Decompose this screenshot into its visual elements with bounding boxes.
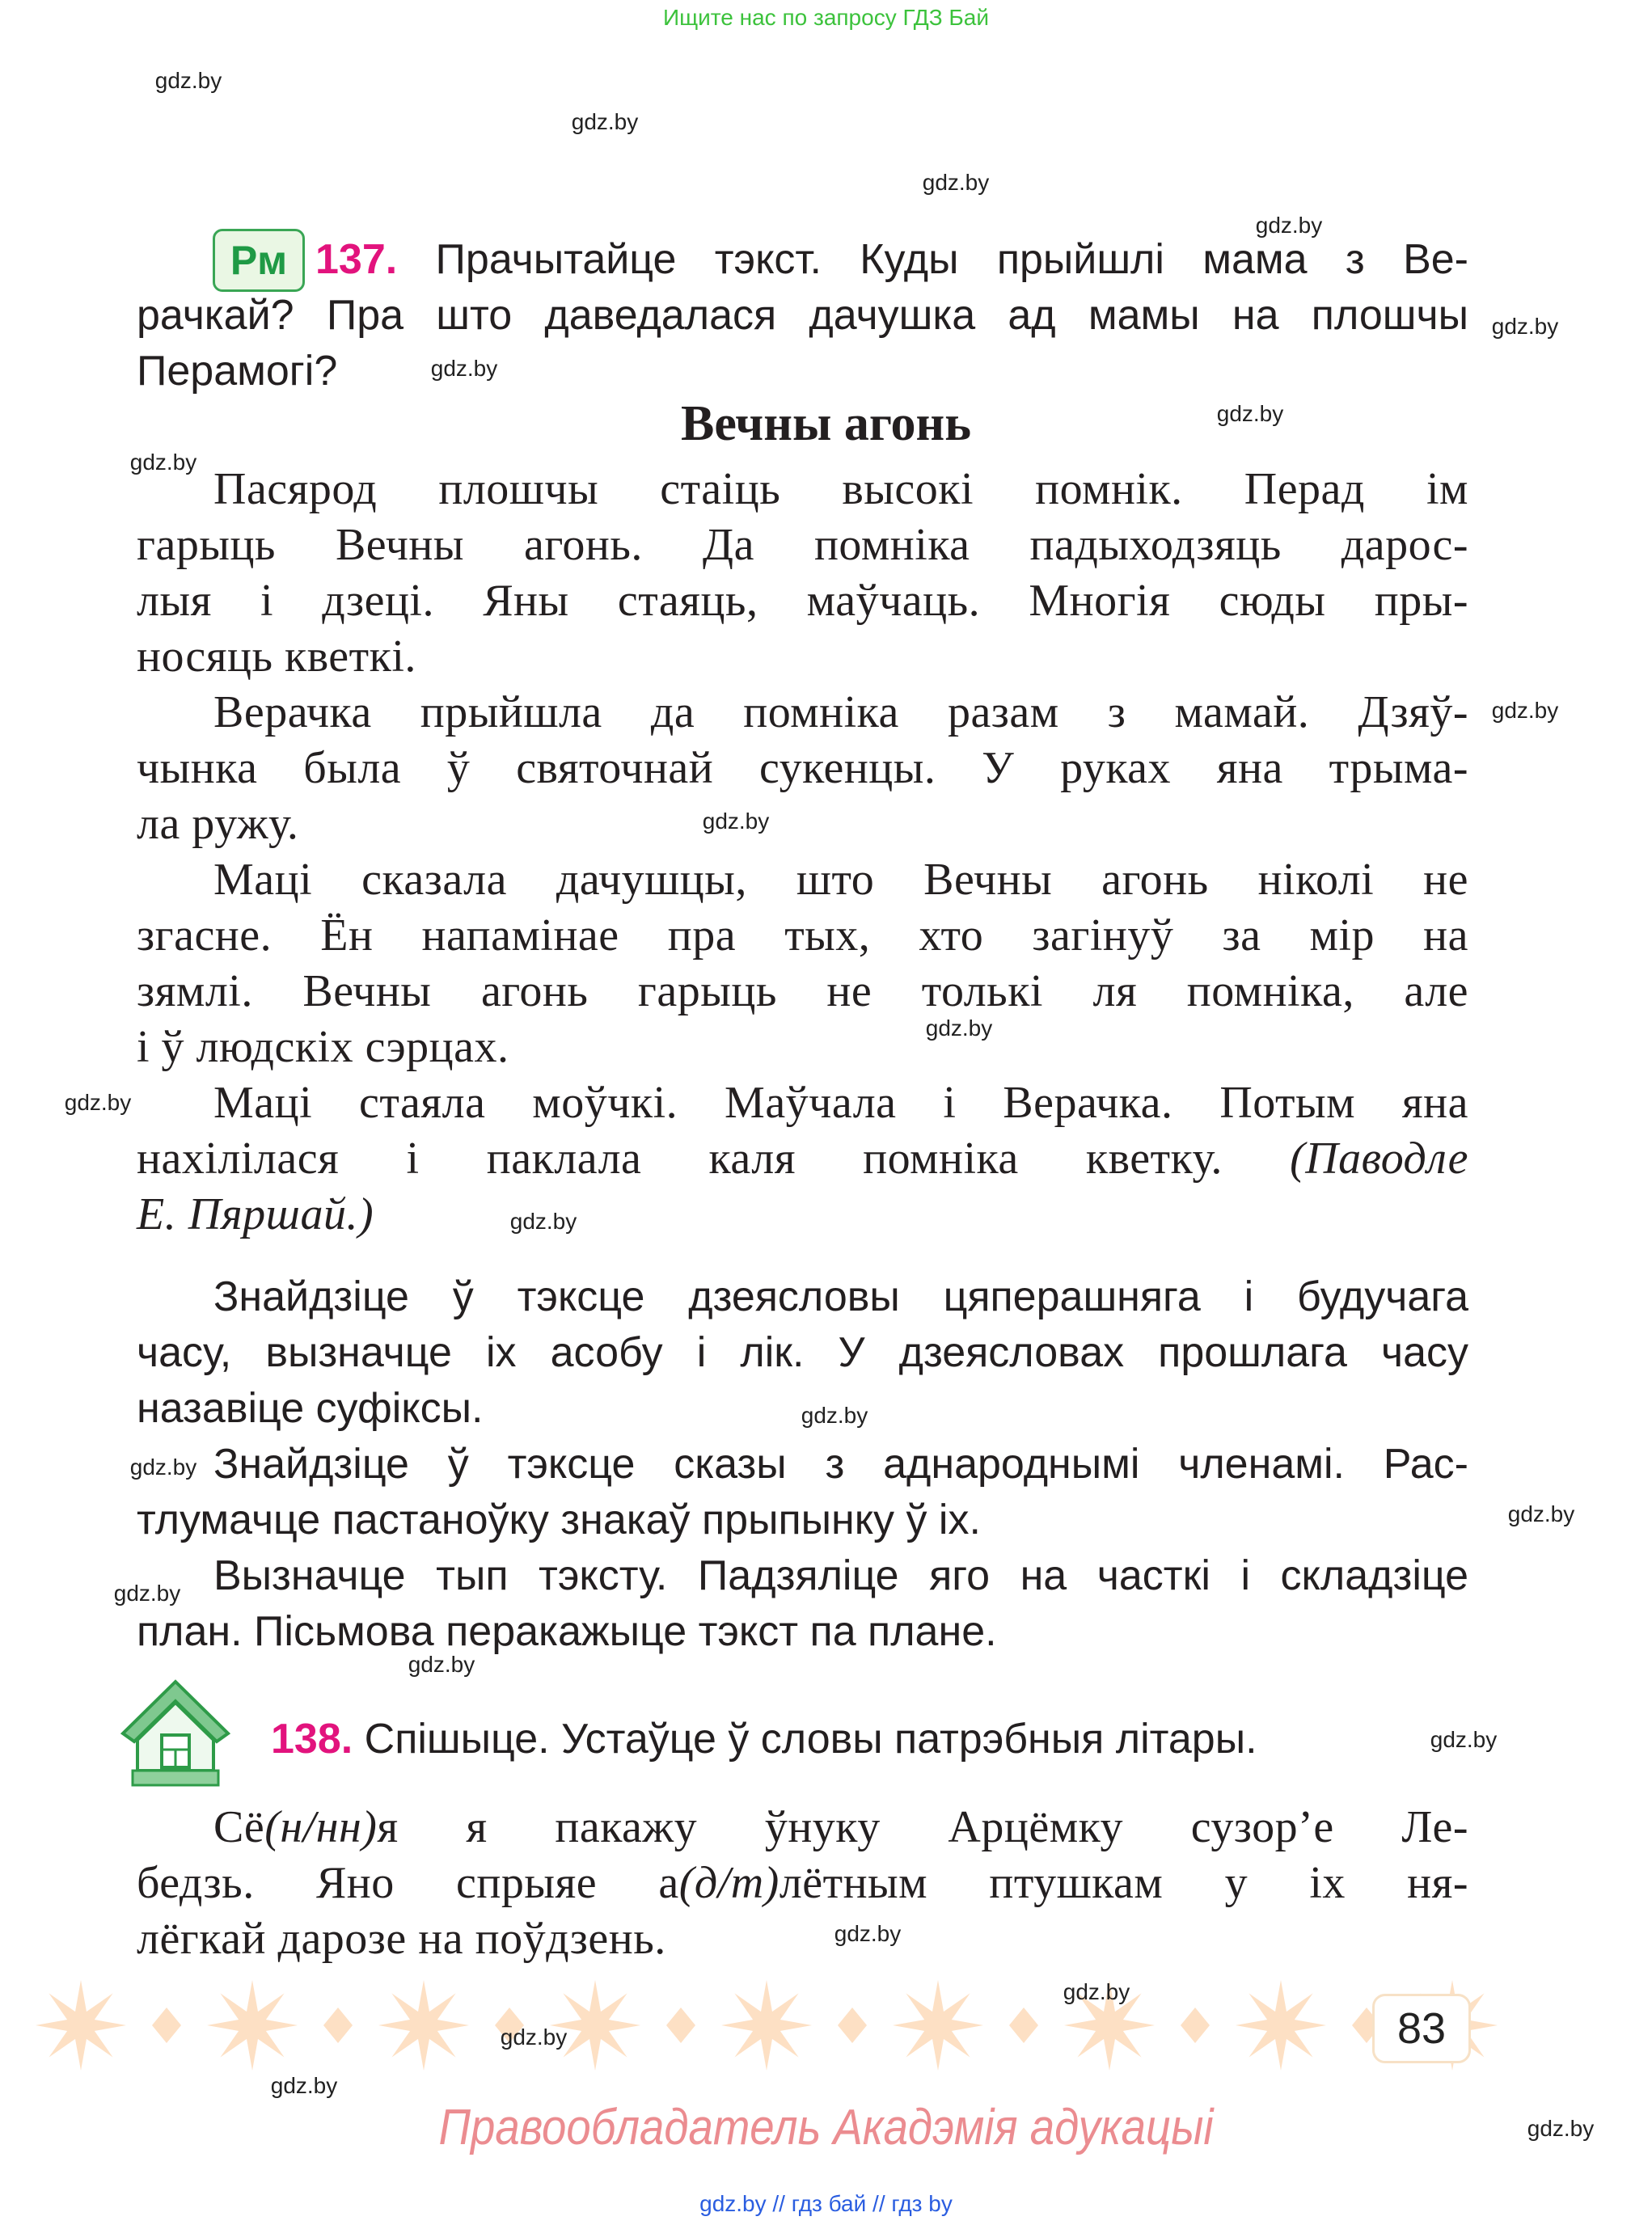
text-span: Сё	[213, 1802, 265, 1852]
source-attribution: Е. Пяршай.)	[137, 1189, 374, 1239]
watermark: gdz.by	[270, 2073, 338, 2098]
copyright-notice: Правообладатель Акадэмія адукацыі	[438, 2100, 1214, 2155]
watermark: gdz.by	[1063, 1979, 1130, 2004]
ornament-diamond	[323, 2008, 353, 2043]
text-line	[137, 1131, 1468, 1187]
text-span: нахілілася і паклала каля помніка кветку.	[137, 1134, 1223, 1184]
exercise-138-instruction	[271, 1712, 1257, 1767]
task-line: Знайдзіце ў тэксце сказы з аднароднымі членамі. Рас-	[213, 1441, 1468, 1488]
watermark: gdz.by	[129, 1454, 197, 1480]
ornament-star	[378, 1980, 469, 2071]
watermark: gdz.by	[1255, 213, 1323, 238]
exercise-137-tasks	[137, 1269, 1468, 1660]
watermark: gdz.by	[702, 809, 770, 834]
watermark: gdz.by	[430, 356, 498, 381]
text-line: зямлі. Вечны агонь гарыць не толькі ля помніка, але	[137, 966, 1468, 1016]
task-line: назавіце суфіксы.	[137, 1385, 484, 1432]
task-line: план. Пісьмова перакажыце тэкст па плане.	[137, 1608, 997, 1655]
source-attribution: (Паводле	[1290, 1134, 1469, 1184]
watermark: gdz.by	[1527, 2116, 1595, 2141]
task-line: тлумачце пастаноўку знакаў прыпынку ў іх.	[137, 1497, 981, 1543]
exercise-number: 138.	[271, 1716, 353, 1763]
page-number: 83	[1372, 1994, 1471, 2063]
text-line: Маці стаяла моўчкі. Маўчала і Верачка. Потым яна	[213, 1078, 1468, 1128]
text-line: ла ружу.	[137, 799, 299, 849]
text-span: я я пакажу ўнуку Арцёмку сузор’е Ле-	[377, 1802, 1468, 1852]
letter-choice-gap: (н/нн)	[264, 1802, 378, 1852]
text-line: Пасярод плошчы стаіць высокі помнік. Перад ім	[213, 464, 1468, 514]
text-line: Маці сказала дачушцы, што Вечны агонь ніколі не	[213, 855, 1468, 905]
watermark: gdz.by	[113, 1581, 181, 1606]
watermark: gdz.by	[64, 1090, 132, 1115]
watermark: gdz.by	[801, 1403, 868, 1428]
text-line: лыя і дзеці. Яны стаяць, маўчаць. Многія сюды пры-	[137, 576, 1468, 626]
letter-choice-gap: (д/т)	[678, 1858, 780, 1908]
ornament-diamond	[1009, 2008, 1038, 2043]
text-line	[137, 1856, 1468, 1911]
text-line: і ў людскіх сэрцах.	[137, 1022, 509, 1072]
watermark: gdz.by	[500, 2024, 568, 2050]
watermark: gdz.by	[834, 1921, 902, 1946]
task-line: часу, вызначце іх асобу і лік. У дзеясловах прошлага часу	[137, 1329, 1468, 1376]
task-line: Знайдзіце ў тэксце дзеясловы цяперашняга і будучага	[213, 1273, 1468, 1320]
text-line: згасне. Ён напамінае пра тых, хто загінуў за мір на	[137, 910, 1468, 961]
ornament-star	[207, 1980, 298, 2071]
text-line: чынка была ў святочнай сукенцы. У руках яна трыма-	[137, 743, 1468, 793]
exercise-137-instruction	[137, 232, 1468, 399]
ornament-diamond	[838, 2008, 867, 2043]
watermark: gdz.by	[1491, 314, 1559, 339]
instruction-line: Перамогі?	[137, 348, 338, 395]
text-span: лётным птушкам у іх ня-	[779, 1858, 1469, 1908]
instruction-line	[137, 232, 1468, 288]
watermark: gdz.by	[1430, 1727, 1498, 1752]
text-title: Вечны агонь	[680, 396, 972, 451]
exercise-138-text	[137, 1800, 1468, 1967]
text-line: Верачка прыйшла да помніка разам з мамай. Дзяў-	[213, 687, 1468, 737]
ornament-diamond	[666, 2008, 695, 2043]
watermark: gdz.by	[1507, 1501, 1575, 1526]
ornament-star	[36, 1980, 126, 2071]
watermark: gdz.by	[129, 450, 197, 475]
instruction-text: Спішыце. Устаўце ў словы патрэбныя літары.	[364, 1716, 1257, 1763]
top-search-note: Ищите нас по запросу ГДЗ Бай	[662, 5, 990, 30]
ornament-star	[1236, 1980, 1326, 2071]
text-line: гарыць Вечны агонь. Да помніка падыходзяць дарос-	[137, 520, 1468, 570]
text-line: лёгкай дарозе на поўдзень.	[137, 1914, 666, 1964]
watermark: gdz.by	[408, 1652, 475, 1677]
watermark: gdz.by	[154, 68, 222, 93]
watermark: gdz.by	[1491, 698, 1559, 723]
text-span: бедзь. Яно спрыяе а	[137, 1858, 679, 1908]
speech-development-badge: Рм	[213, 229, 305, 292]
instruction-line: рачкай? Пра што даведалася дачушка ад мамы на плошчы	[137, 292, 1468, 339]
footer-links[interactable]: gdz.by // гдз бай // гдз by	[699, 2191, 953, 2216]
ornament-star	[893, 1980, 983, 2071]
ornament-star	[721, 1980, 812, 2071]
ornament-diamond	[152, 2008, 181, 2043]
ornament-diamond	[1181, 2008, 1210, 2043]
exercise-number: 137.	[315, 236, 398, 283]
instruction-text: Прачытайце тэкст. Куды прыйшлі мама з Ве-	[435, 236, 1469, 283]
text-line	[137, 1800, 1468, 1856]
text-line: носяць кветкі.	[137, 631, 416, 682]
watermark: gdz.by	[925, 1015, 993, 1041]
watermark: gdz.by	[922, 170, 990, 195]
task-line: Вызначце тып тэксту. Падзяліце яго на часткі і складзіце	[213, 1552, 1468, 1599]
ornament-band	[16, 1978, 1520, 2073]
watermark: gdz.by	[1216, 401, 1284, 426]
watermark: gdz.by	[509, 1209, 577, 1234]
reading-text	[137, 462, 1468, 1243]
house-icon	[118, 1678, 233, 1787]
watermark: gdz.by	[571, 109, 639, 134]
